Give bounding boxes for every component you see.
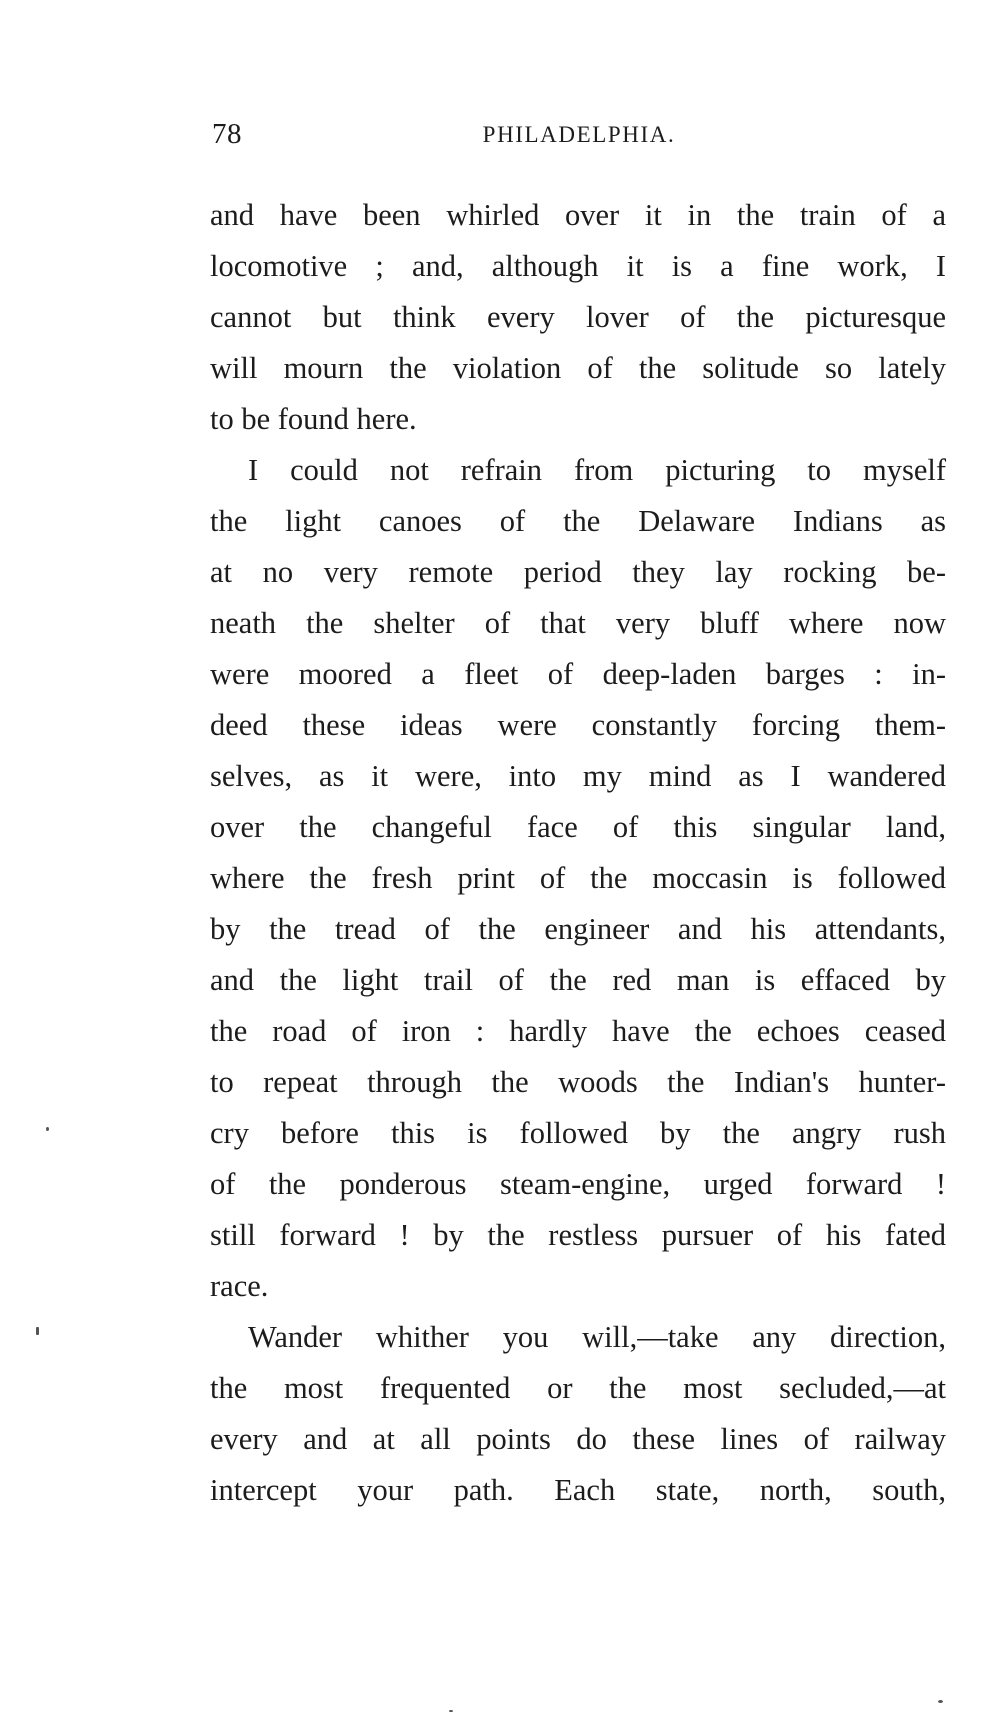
scan-speck <box>449 1710 453 1712</box>
scan-speck <box>938 1700 943 1703</box>
text-line: locomotive ; and, although it is a fine work, I <box>210 249 946 283</box>
body-text <box>210 190 946 1516</box>
text-line: still forward ! by the restless pursuer of his fated <box>210 1218 946 1252</box>
text-line: Wander whither you will,—take any direction, <box>248 1320 946 1354</box>
text-line: at no very remote period they lay rocking be- <box>210 555 946 589</box>
text-line: the road of iron : hardly have the echoes ceased <box>210 1014 946 1048</box>
text-line: the light canoes of the Delaware Indians as <box>210 504 946 538</box>
text-line: cry before this is followed by the angry rush <box>210 1116 946 1150</box>
text-line: were moored a fleet of deep-laden barges : in- <box>210 657 946 691</box>
text-line: I could not refrain from picturing to myself <box>248 453 946 487</box>
text-line: by the tread of the engineer and his attendants, <box>210 912 946 946</box>
paragraph-1 <box>210 190 946 445</box>
text-line: and have been whirled over it in the train of a <box>210 198 946 232</box>
page-header <box>212 118 946 158</box>
scan-speck <box>36 1327 39 1335</box>
paragraph-2 <box>210 445 946 1312</box>
text-line: intercept your path. Each state, north, south, <box>210 1473 946 1507</box>
running-head: PHILADELPHIA. <box>482 122 676 147</box>
text-line: over the changeful face of this singular land, <box>210 810 946 844</box>
text-line: to repeat through the woods the Indian's hunter- <box>210 1065 946 1099</box>
text-line: to be found here. <box>210 402 417 436</box>
paragraph-3 <box>210 1312 946 1516</box>
text-line: neath the shelter of that very bluff where now <box>210 606 946 640</box>
text-line: and the light trail of the red man is effaced by <box>210 963 946 997</box>
text-line: race. <box>210 1269 269 1303</box>
text-line: will mourn the violation of the solitude so lately <box>210 351 946 385</box>
text-line: selves, as it were, into my mind as I wandered <box>210 759 946 793</box>
scan-speck <box>46 1127 49 1131</box>
text-line: cannot but think every lover of the picturesque <box>210 300 946 334</box>
text-line: of the ponderous steam-engine, urged forward ! <box>210 1167 946 1201</box>
page-number: 78 <box>212 118 242 150</box>
text-line: deed these ideas were constantly forcing them- <box>210 708 946 742</box>
text-line: every and at all points do these lines of railway <box>210 1422 946 1456</box>
text-line: where the fresh print of the moccasin is followed <box>210 861 946 895</box>
text-line: the most frequented or the most secluded,—at <box>210 1371 946 1405</box>
